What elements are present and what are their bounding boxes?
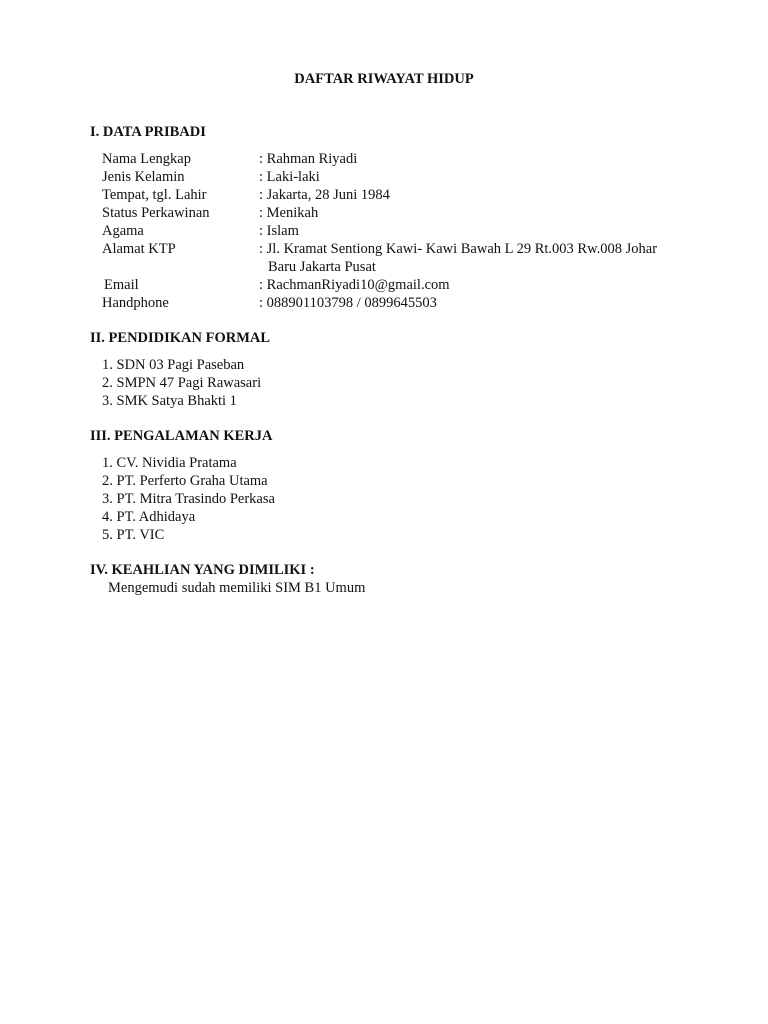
field-row-email — [102, 276, 702, 294]
field-label: Handphone — [102, 295, 169, 311]
field-row-handphone — [102, 294, 702, 312]
field-value: : Laki-laki — [259, 169, 320, 185]
list-item-education: 3. SMK Satya Bhakti 1 — [102, 393, 237, 409]
list-item-work: 5. PT. VIC — [102, 527, 165, 543]
field-label: Nama Lengkap — [102, 151, 191, 167]
field-row-alamat-ktp — [102, 240, 702, 258]
field-value: : Jakarta, 28 Juni 1984 — [259, 187, 390, 203]
field-row-tempat-tgl-lahir — [102, 186, 702, 204]
field-row-nama-lengkap — [102, 150, 702, 168]
list-item-work: 3. PT. Mitra Trasindo Perkasa — [102, 491, 275, 507]
field-label: Jenis Kelamin — [102, 169, 185, 185]
list-item-education: 1. SDN 03 Pagi Paseban — [102, 357, 245, 373]
field-value: : Jl. Kramat Sentiong Kawi- Kawi Bawah L 29 Rt.003 Rw.008 Johar — [259, 241, 658, 257]
section-heading-pengalaman-kerja: III. PENGALAMAN KERJA — [90, 428, 273, 444]
field-label: Agama — [102, 223, 144, 239]
list-item-work: 1. CV. Nividia Pratama — [102, 455, 237, 471]
field-row-status-perkawinan — [102, 204, 702, 222]
field-label: Status Perkawinan — [102, 205, 210, 221]
section-heading-data-pribadi: I. DATA PRIBADI — [90, 124, 206, 140]
list-item-work: 2. PT. Perferto Graha Utama — [102, 473, 268, 489]
field-value: : Menikah — [259, 205, 319, 221]
document-title: DAFTAR RIWAYAT HIDUP — [294, 71, 474, 87]
field-value-continuation: Baru Jakarta Pusat — [268, 259, 376, 275]
field-row-agama — [102, 222, 702, 240]
field-label: Alamat KTP — [102, 241, 176, 257]
section-heading-pendidikan-formal: II. PENDIDIKAN FORMAL — [90, 330, 271, 346]
field-value: : Islam — [259, 223, 299, 239]
field-value: : 088901103798 / 0899645503 — [259, 295, 437, 311]
skill-description: Mengemudi sudah memiliki SIM B1 Umum — [108, 580, 366, 596]
field-label: Tempat, tgl. Lahir — [102, 187, 207, 203]
field-row-jenis-kelamin — [102, 168, 702, 186]
list-item-education: 2. SMPN 47 Pagi Rawasari — [102, 375, 262, 391]
field-label: Email — [104, 277, 139, 293]
field-value: : RachmanRiyadi10@gmail.com — [259, 277, 450, 293]
field-value: : Rahman Riyadi — [259, 151, 358, 167]
list-item-work: 4. PT. Adhidaya — [102, 509, 196, 525]
section-heading-keahlian: IV. KEAHLIAN YANG DIMILIKI : — [90, 562, 315, 578]
